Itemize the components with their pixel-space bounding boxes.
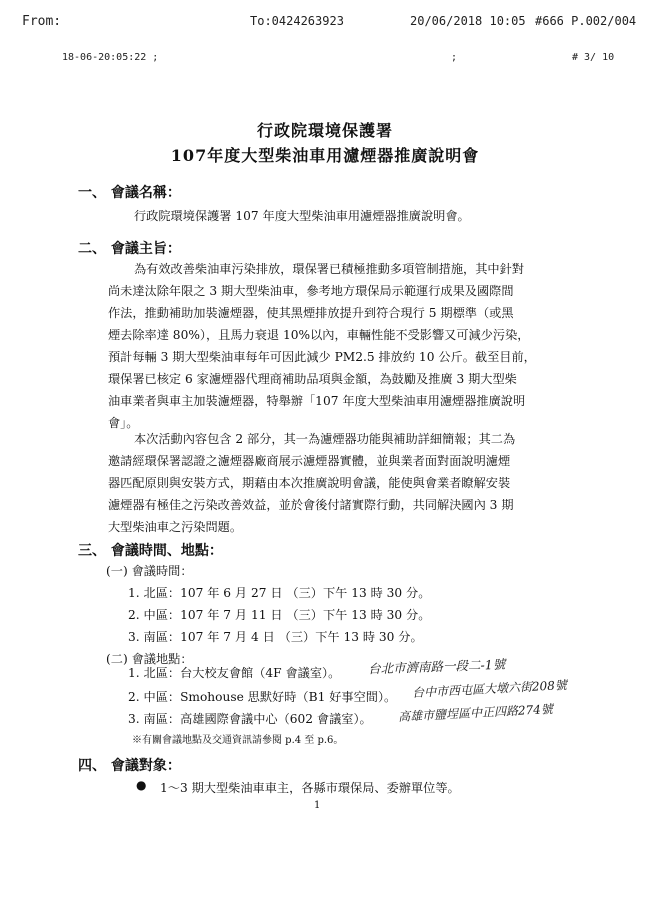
para1-line: 會」。 [108, 416, 139, 430]
para2-line: 濾煙器有極佳之污染改善效益，並於會後付諸實際行動，共同解決國內 3 期 [108, 498, 514, 512]
para2-line: 器匹配原則與安裝方式，期藉由本次推廣說明會議，能使與會業者瞭解安裝 [108, 476, 511, 490]
handwritten-address-south: 高雄市鹽埕區中正四路274號 [397, 701, 554, 725]
doc-title-event: 107年度大型柴油車用濾煙器推廣說明會 [170, 146, 480, 165]
venue-note: ※有關會議地點及交通資訊請參閱 p.4 至 p.6。 [132, 735, 344, 746]
meeting-time-central: 2. 中區：107 年 7 月 11 日 （三）下午 13 時 30 分。 [128, 608, 431, 622]
para1-line: 預計每輛 3 期大型柴油車每年可因此減少 PM2.5 排放約 10 公斤。截至目前， [108, 350, 536, 364]
section4-heading: 四、 會議對象： [78, 758, 181, 774]
section1-heading: 一、 會議名稱： [78, 185, 181, 201]
bullet-icon: ● [136, 778, 147, 792]
para2-line: 大型柴油車之污染問題。 [108, 520, 243, 534]
meeting-time-label: (一) 會議時間： [106, 564, 193, 578]
audience-text: 1～3 期大型柴油車車主，各縣市環保局、委辦單位等。 [160, 781, 460, 795]
section2-heading: 二、 會議主旨： [78, 241, 181, 257]
para1-line: 油車業者與車主加裝濾煙器，特舉辦「107 年度大型柴油車用濾煙器推廣說明 [108, 394, 526, 408]
section2-para2 [108, 428, 578, 538]
handwritten-address-central: 台中市西屯區大墩六街208號 [411, 677, 568, 701]
fax-datetime: 20/06/2018 10:05 [410, 14, 526, 28]
para2-line: 邀請經環保署認證之濾煙器廠商展示濾煙器實體，並與業者面對面說明濾煙 [108, 454, 511, 468]
para1-line: 為有效改善柴油車污染排放，環保署已積極推動多項管制措施，其中針對 [134, 262, 524, 276]
meeting-place-label: (二) 會議地點： [106, 652, 193, 666]
handwritten-address-north: 台北市濟南路一段二-1號 [367, 656, 506, 677]
meeting-place-central: 2. 中區：Smohouse 思默好時（B1 好事空間）。 [128, 690, 397, 704]
section3-heading: 三、 會議時間、地點： [78, 543, 223, 559]
para2-line: 本次活動內容包含 2 部分，其一為濾煙器功能與補助詳細簡報；其二為 [134, 432, 516, 446]
fax-page: #666 P.002/004 [535, 14, 637, 28]
section2-para1 [108, 258, 578, 434]
fax-stamp-right: # 3/ 10 [572, 52, 615, 63]
meeting-time-south: 3. 南區：107 年 7 月 4 日 （三）下午 13 時 30 分。 [128, 630, 423, 644]
para1-line: 作法，推動補助加裝濾煙器，使其黑煙排放提升到符合現行 5 期標準（或黑 [108, 306, 514, 320]
doc-title-agency: 行政院環境保護署 [256, 121, 393, 140]
fax-from-label: From: [22, 14, 62, 29]
para1-line: 煙去除率達 80%），且馬力衰退 10%以內，車輛性能不受影響又可減少污染， [108, 328, 530, 342]
page-number: 1 [314, 800, 321, 811]
para1-line: 環保署已核定 6 家濾煙器代理商補助品項與金額，為鼓勵及推廣 3 期大型柴 [108, 372, 517, 386]
meeting-time-north: 1. 北區：107 年 6 月 27 日 （三）下午 13 時 30 分。 [128, 586, 431, 600]
para1-line: 尚未達汰除年限之 3 期大型柴油車，參考地方環保局示範運行成果及國際間 [108, 284, 514, 298]
fax-stamp-left: 18-06-20:05:22 ; [62, 52, 159, 63]
section1-text: 行政院環境保護署 107 年度大型柴油車用濾煙器推廣說明會。 [134, 209, 470, 223]
meeting-place-south: 3. 南區：高雄國際會議中心（602 會議室）。 [128, 712, 372, 726]
fax-to-number: To:0424263923 [250, 14, 344, 28]
fax-stamp-mid: ; [451, 52, 458, 63]
meeting-place-north: 1. 北區：台大校友會館（4F 會議室）。 [128, 666, 341, 680]
